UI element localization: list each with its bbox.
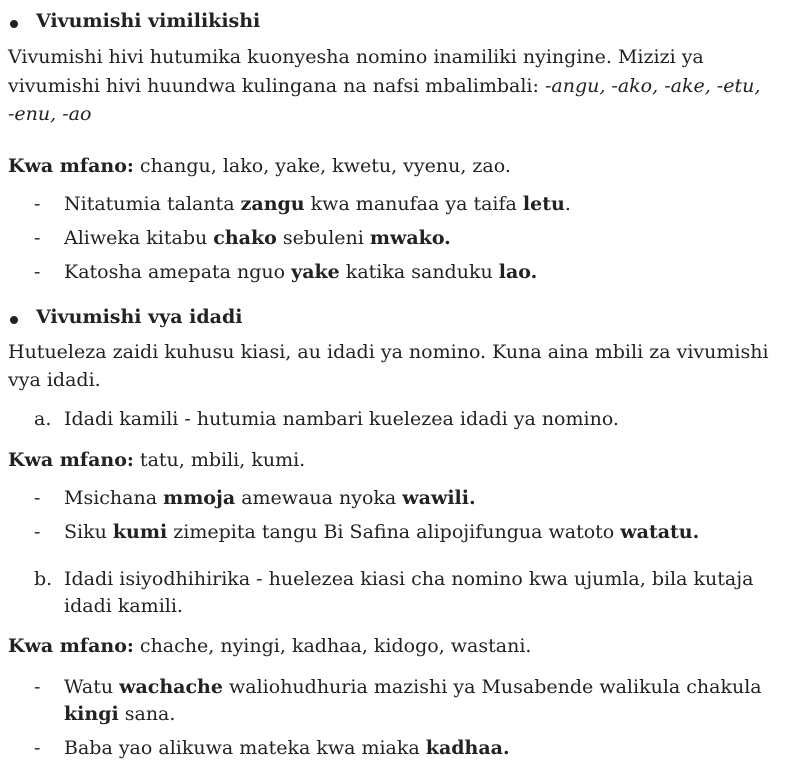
list-item: Nitatumia talanta zangu kwa manufaa ya taifa letu. bbox=[64, 193, 571, 215]
example-line: Kwa mfano: tatu, mbili, kumi. bbox=[8, 449, 306, 471]
sublist-text: Idadi kamili - hutumia nambari kuelezea idadi ya nomino. bbox=[64, 408, 619, 430]
dash-marker: - bbox=[34, 261, 41, 283]
sublist-text: Idadi isiyodhihirika - huelezea kiasi cha nomino kwa ujumla, bila kutaja bbox=[64, 568, 754, 590]
paragraph-line: vya idadi. bbox=[8, 369, 101, 391]
dash-marker: - bbox=[34, 487, 41, 509]
example-line: Kwa mfano: chache, nyingi, kadhaa, kidogo, wastani. bbox=[8, 635, 532, 657]
dash-marker: - bbox=[34, 737, 41, 759]
dash-marker: - bbox=[34, 227, 41, 249]
dash-marker: - bbox=[34, 193, 41, 215]
sublist-label: a. bbox=[34, 408, 52, 430]
list-item-continuation: kingi sana. bbox=[64, 703, 176, 725]
list-item: Aliweka kitabu chako sebuleni mwako. bbox=[64, 227, 451, 249]
sublist-label: b. bbox=[34, 568, 53, 590]
list-item: Siku kumi zimepita tangu Bi Safina alipojifungua watoto watatu. bbox=[64, 521, 700, 543]
paragraph-line: Hutueleza zaidi kuhusu kiasi, au idadi ya nomino. Kuna aina mbili za vivumishi bbox=[8, 341, 769, 363]
list-item: Watu wachache waliohudhuria mazishi ya Musabende walikula chakula bbox=[64, 676, 762, 698]
section-heading: Vivumishi vimilikishi bbox=[36, 10, 261, 32]
paragraph-line: -enu, -ao bbox=[8, 103, 92, 125]
list-item: Msichana mmoja amewaua nyoka wawili. bbox=[64, 487, 476, 509]
paragraph-line: vivumishi hivi huundwa kulingana na nafsi mbalimbali: -angu, -ako, -ake, -etu, bbox=[8, 75, 761, 97]
sublist-text: idadi kamili. bbox=[64, 595, 183, 617]
paragraph-line: Vivumishi hivi hutumika kuonyesha nomino inamiliki nyingine. Mizizi ya bbox=[8, 46, 704, 68]
dash-marker: - bbox=[34, 676, 41, 698]
dash-marker: - bbox=[34, 521, 41, 543]
list-item: Baba yao alikuwa mateka kwa miaka kadhaa. bbox=[64, 737, 510, 759]
bullet-icon bbox=[8, 310, 22, 324]
list-item: Katosha amepata nguo yake katika sanduku lao. bbox=[64, 261, 538, 283]
example-line: Kwa mfano: changu, lako, yake, kwetu, vyenu, zao. bbox=[8, 155, 511, 177]
section-heading: Vivumishi vya idadi bbox=[36, 306, 243, 328]
bullet-icon bbox=[8, 14, 22, 28]
